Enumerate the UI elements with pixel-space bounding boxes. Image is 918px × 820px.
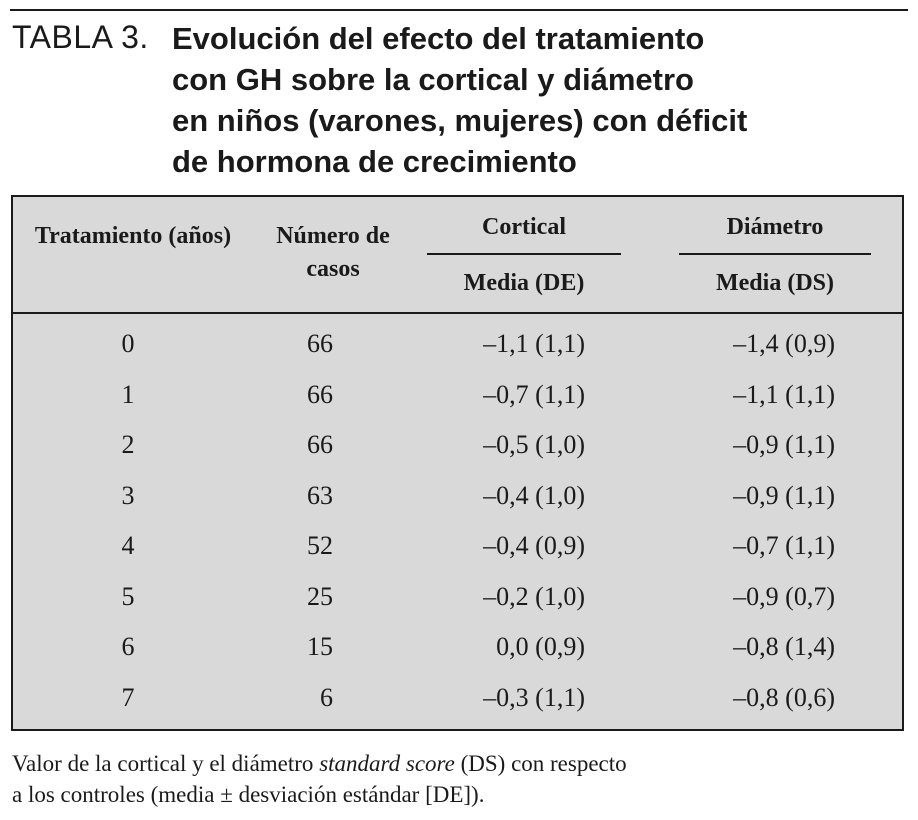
- cell-cortical: –0,5 (1,0): [483, 430, 585, 459]
- diametro-group-rule: [679, 253, 871, 255]
- cell-casos: 63: [307, 480, 333, 510]
- cell-cortical: –1,1 (1,1): [483, 329, 585, 358]
- title-line: en niños (varones, mujeres) con déficit: [172, 103, 748, 138]
- footnote-italic-term: standard score: [319, 751, 455, 776]
- cell-diametro: –1,1 (1,1): [733, 379, 835, 409]
- footnote-text: (DS) con respecto: [454, 751, 627, 776]
- top-rule: [10, 9, 908, 11]
- cell-cortical: –0,4 (0,9): [483, 531, 585, 560]
- table-footnote: [12, 748, 892, 810]
- cell-diametro: –0,9 (1,1): [733, 430, 835, 459]
- header-cortical: Cortical: [482, 214, 566, 240]
- cell-tratamiento: 5: [121, 581, 135, 611]
- footnote-text: Valor de la cortical y el diámetro: [12, 751, 320, 776]
- footnote-line-1: [12, 748, 892, 779]
- cell-tratamiento: 3: [121, 480, 135, 510]
- header-diametro: Diámetro: [726, 214, 824, 240]
- cell-cortical: –0,3 (1,1): [483, 682, 585, 712]
- cell-tratamiento: 7: [121, 682, 135, 712]
- cell-casos: 52: [307, 531, 333, 560]
- table-body: [13, 323, 902, 727]
- cell-diametro: –0,7 (1,1): [733, 531, 835, 560]
- header-numero-casos: Número de casos: [276, 223, 390, 282]
- cell-casos: 15: [307, 632, 333, 661]
- cell-diametro: –0,8 (1,4): [733, 632, 835, 661]
- cell-diametro: –0,8 (0,6): [733, 682, 835, 712]
- data-table: [11, 195, 904, 731]
- title-line: Evolución del efecto del tratamiento: [172, 21, 705, 56]
- cell-cortical: 0,0 (0,9): [496, 632, 585, 661]
- cell-diametro: –0,9 (1,1): [733, 480, 835, 510]
- cell-tratamiento: 2: [121, 430, 135, 459]
- table-row: [13, 424, 902, 475]
- title-line: de hormona de crecimiento: [172, 144, 577, 179]
- table-row: [13, 677, 902, 728]
- table-row: [13, 323, 902, 374]
- header-rule: [13, 312, 902, 314]
- header-diametro-media: Media (DS): [716, 270, 834, 296]
- title-line: con GH sobre la cortical y diámetro: [172, 62, 694, 97]
- table-row: [13, 374, 902, 425]
- header-cortical-media: Media (DE): [463, 270, 585, 296]
- cell-tratamiento: 4: [121, 531, 135, 560]
- cell-cortical: –0,7 (1,1): [483, 379, 585, 409]
- cortical-group-rule: [427, 253, 621, 255]
- cell-casos: 6: [320, 682, 333, 712]
- table-row: [13, 525, 902, 576]
- cell-casos: 25: [307, 581, 333, 611]
- cell-casos: 66: [307, 430, 333, 459]
- cell-casos: 66: [307, 329, 333, 358]
- cell-tratamiento: 1: [121, 379, 135, 409]
- header-tratamiento: Tratamiento (años): [34, 223, 232, 249]
- cell-tratamiento: 6: [121, 632, 135, 661]
- cell-casos: 66: [307, 379, 333, 409]
- table-label: TABLA 3.: [12, 19, 149, 55]
- cell-diametro: –1,4 (0,9): [733, 329, 835, 358]
- cell-diametro: –0,9 (0,7): [733, 581, 835, 611]
- cell-cortical: –0,4 (1,0): [483, 480, 585, 510]
- table-row: [13, 576, 902, 627]
- table-row: [13, 475, 902, 526]
- cell-cortical: –0,2 (1,0): [483, 581, 585, 611]
- table-header: [13, 197, 902, 314]
- table-row: [13, 626, 902, 677]
- table-title: [172, 18, 872, 182]
- footnote-line-2: a los controles (media ± desviación estándar [DE]).: [12, 782, 485, 807]
- cell-tratamiento: 0: [121, 329, 135, 358]
